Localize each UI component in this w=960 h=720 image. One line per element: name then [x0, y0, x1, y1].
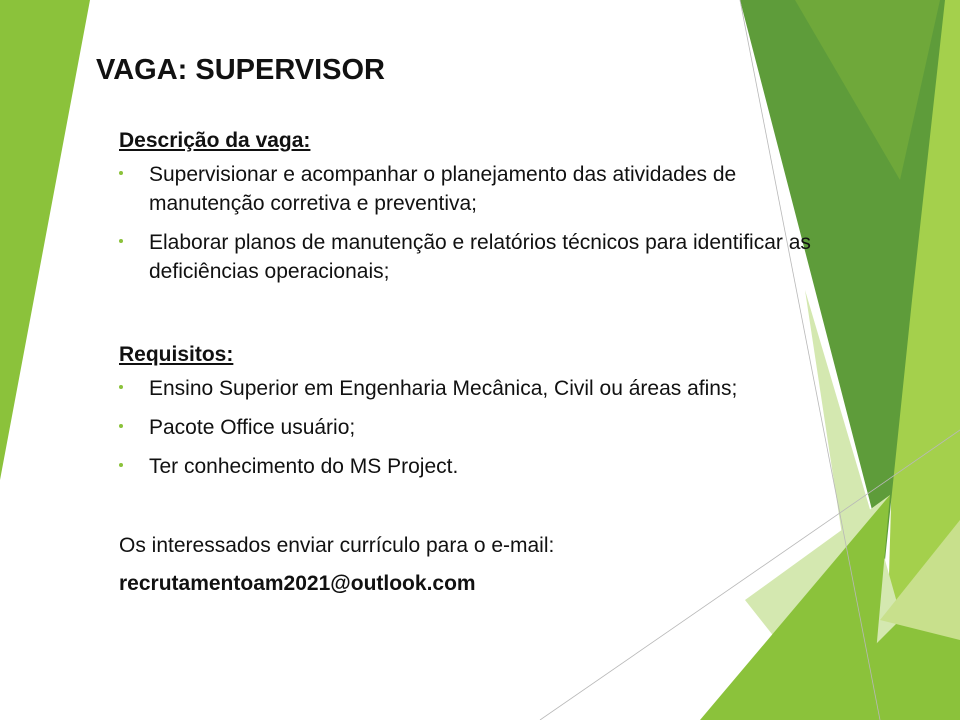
requirement-item-text: Ensino Superior em Engenharia Mecânica, Civil ou áreas afins;	[149, 377, 738, 400]
bullet-icon	[119, 239, 123, 243]
page-title: VAGA: SUPERVISOR	[96, 54, 385, 86]
slide-content	[119, 126, 839, 598]
requirement-item-text: Ter conhecimento do MS Project.	[149, 455, 459, 478]
spacer	[119, 491, 839, 531]
bullet-icon	[119, 385, 123, 389]
requirements-list	[119, 374, 839, 481]
list-item	[119, 160, 839, 218]
contact-email[interactable]: recrutamentoam2021@outlook.com	[119, 572, 476, 595]
list-item	[119, 374, 839, 403]
requirement-item-text: Pacote Office usuário;	[149, 416, 356, 439]
left-green-triangle	[0, 0, 90, 480]
list-item	[119, 228, 839, 286]
description-list	[119, 160, 839, 286]
list-item	[119, 452, 839, 481]
contact-instructions: Os interessados enviar currículo para o e-mail:	[119, 534, 555, 557]
spacer	[119, 296, 839, 340]
description-heading: Descrição da vaga:	[119, 129, 311, 152]
description-item-text: Supervisionar e acompanhar o planejamento das atividades de manutenção corretiva e preventiva;	[149, 163, 737, 215]
bullet-icon	[119, 171, 123, 175]
list-item	[119, 413, 839, 442]
bullet-icon	[119, 424, 123, 428]
bullet-icon	[119, 463, 123, 467]
description-item-text: Elaborar planos de manutenção e relatórios técnicos para identificar as deficiências operacionais;	[149, 231, 811, 283]
requirements-heading: Requisitos:	[119, 343, 234, 366]
